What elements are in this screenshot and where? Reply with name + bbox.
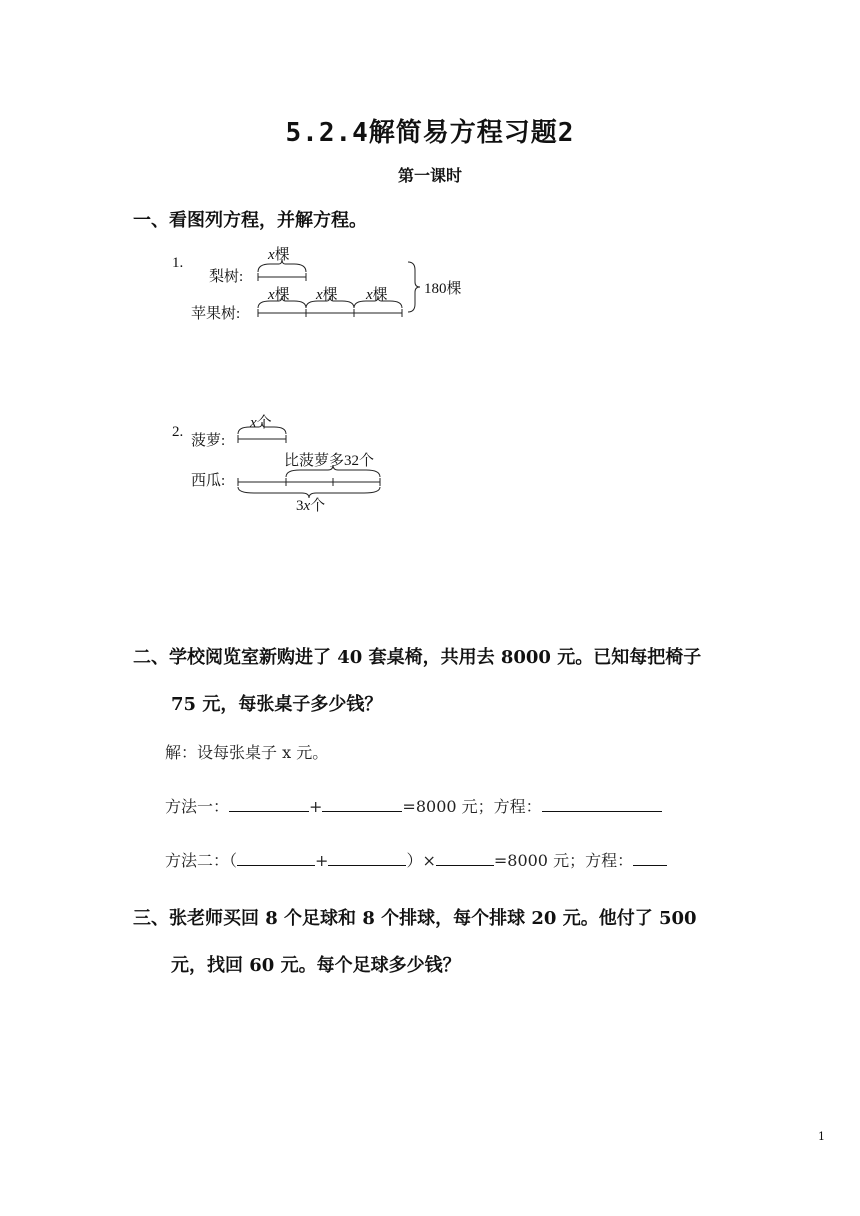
- page-title: 5.2.4解简易方程习题2: [285, 118, 575, 148]
- section-2-line-1: 二、学校阅览室新购进了 40 套桌椅，共用去 8000 元。已知每把椅子: [133, 647, 702, 668]
- watermelon-total-brace: [238, 487, 380, 498]
- pineapple-brace: [238, 422, 286, 434]
- pineapple-bar: [238, 435, 286, 443]
- watermelon-total-label: 3x个: [296, 498, 326, 514]
- pear-segment-label: x棵: [268, 247, 290, 263]
- pineapple-segment-label: x个: [250, 415, 272, 431]
- method-1-line: 方法一： + =8000 元；方程：: [165, 794, 662, 817]
- answer-blank[interactable]: [322, 795, 402, 812]
- equation-blank[interactable]: [633, 849, 667, 866]
- problem-2-bars: [0, 0, 860, 520]
- section-3-line-1: 三、张老师买回 8 个足球和 8 个排球，每个排球 20 元。他付了 500: [133, 908, 697, 929]
- apple-segment-label: x棵: [366, 287, 388, 303]
- page-subtitle: 第一课时: [397, 166, 462, 185]
- problem-1-number: 1.: [172, 255, 184, 271]
- method-1-label: 方法一：: [165, 797, 230, 816]
- pineapple-label: 菠萝:: [191, 433, 226, 449]
- section-1-heading: 一、看图列方程，并解方程。: [133, 210, 367, 231]
- watermelon-bar: [238, 478, 380, 486]
- section-3-line-2: 元，找回 60 元。每个足球多少钱？: [171, 955, 461, 976]
- extra-brace: [286, 465, 380, 477]
- page-number: 1: [818, 1130, 825, 1143]
- method-2-line: 方法二：（ + ）× =8000 元；方程：: [165, 848, 667, 871]
- method-2-label: 方法二：: [165, 851, 230, 870]
- answer-blank[interactable]: [229, 795, 309, 812]
- answer-blank[interactable]: [237, 849, 315, 866]
- problem-2-number: 2.: [172, 424, 184, 440]
- equation-blank[interactable]: [542, 795, 662, 812]
- section-2-line-2: 75 元，每张桌子多少钱？: [171, 694, 383, 715]
- answer-blank[interactable]: [436, 849, 494, 866]
- apple-segment-label: x棵: [316, 287, 338, 303]
- pear-tree-label: 梨树:: [209, 269, 244, 285]
- watermelon-label: 西瓜:: [191, 473, 226, 489]
- solution-line: 解：设每张桌子 x 元。: [165, 743, 329, 762]
- answer-blank[interactable]: [328, 849, 406, 866]
- apple-tree-label: 苹果树:: [191, 306, 241, 322]
- extra-label: 比菠萝多32个: [284, 453, 375, 469]
- apple-segment-label: x棵: [268, 287, 290, 303]
- total-trees-label: 180棵: [424, 281, 462, 297]
